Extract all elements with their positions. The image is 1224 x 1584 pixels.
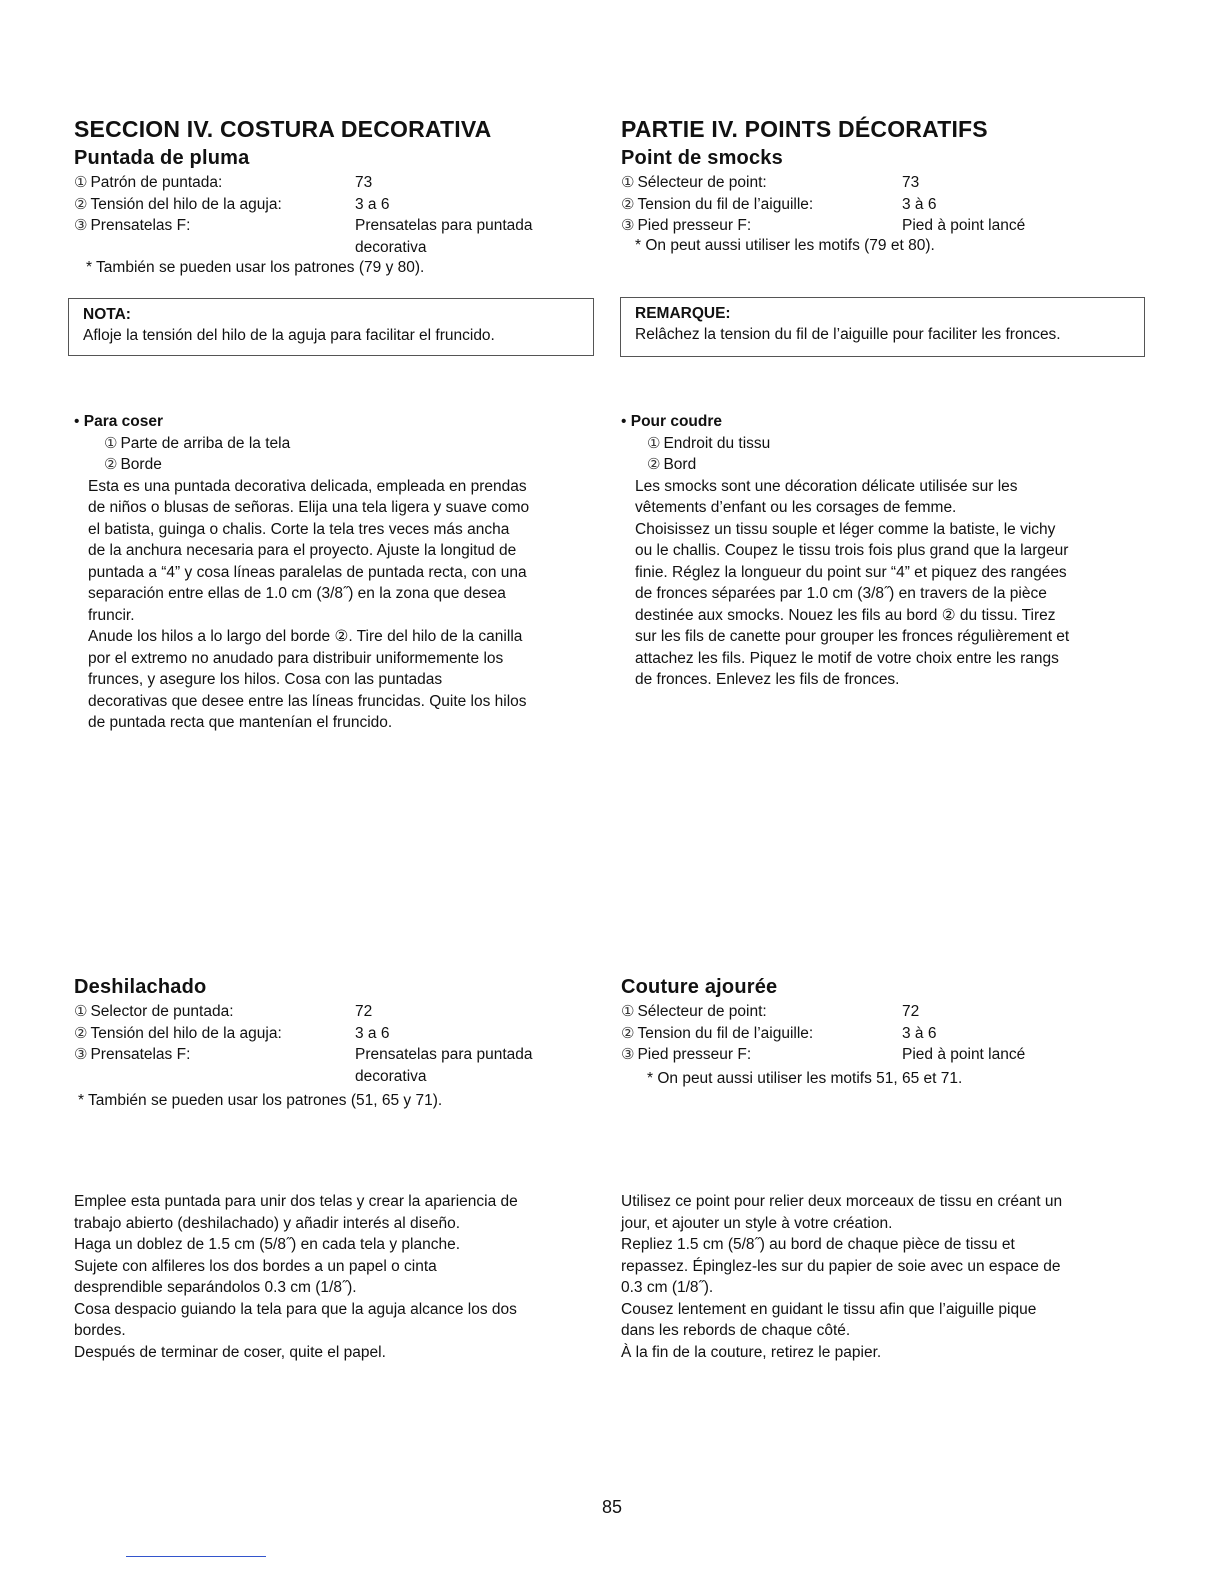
- spec-number: ①: [74, 174, 88, 191]
- feather-title-es: Puntada de pluma: [74, 147, 250, 169]
- spec-row: [74, 1023, 594, 1045]
- spec-number: ①: [621, 1003, 635, 1020]
- spec-label: Sélecteur de point:: [637, 1003, 767, 1020]
- footer-rule: [126, 1556, 266, 1557]
- section-title-fr: PARTIE IV. POINTS DÉCORATIFS: [621, 116, 988, 142]
- part-label: Parte de arriba de la tela: [120, 434, 291, 452]
- bullet-icon: •: [74, 413, 84, 430]
- nota-box: [68, 298, 594, 356]
- spec-label: Tension du fil de l’aiguille:: [637, 195, 814, 213]
- spec-number: ③: [74, 217, 88, 234]
- part-number: ①: [647, 434, 661, 452]
- spec-number: ②: [74, 1024, 88, 1042]
- spec-number: ①: [621, 174, 635, 191]
- spec-row: [621, 172, 1141, 194]
- feather-note-es: * También se pueden usar los patrones (79 y 80).: [86, 259, 425, 276]
- part-item: [74, 454, 604, 476]
- spec-value: 3 a 6: [355, 1024, 390, 1042]
- spec-row: [621, 1001, 1141, 1023]
- spec-number: ②: [621, 195, 635, 213]
- feather-specs-fr: [621, 172, 1141, 237]
- spec-row: [74, 215, 594, 258]
- sew-block-es: [74, 411, 604, 734]
- part-label: Borde: [120, 456, 162, 473]
- part-item: [74, 433, 604, 455]
- fagoting-note-es: * También se pueden usar los patrones (51, 65 y 71).: [78, 1092, 443, 1109]
- remarque-text: Relâchez la tension du fil de l’aiguille pour faciliter les fronces.: [635, 326, 1061, 343]
- spec-number: ①: [74, 1003, 88, 1020]
- spec-label: Prensatelas F:: [90, 217, 191, 234]
- spec-value: 73: [355, 174, 373, 191]
- fagoting-title-es: Deshilachado: [74, 976, 207, 998]
- spec-value: 72: [902, 1003, 920, 1020]
- spec-value: 3 à 6: [902, 1024, 937, 1042]
- fagoting-title-fr: Couture ajourée: [621, 976, 778, 998]
- fagoting-body-es: Emplee esta puntada para unir dos telas y crear la apariencia de trabajo abierto (deshilachado) y añadir interés al diseño. Haga un doblez de 1.5 cm (5/8˝) en cada tela y planche. Sujete con alfileres los dos bordes a un papel o cinta desprendible separándolos 0.3 cm (1/8˝). Cosa despacio guiando la tela para que la aguja alcance los dos bordes. Después de terminar de coser, quite el papel.: [74, 1193, 518, 1361]
- spec-row: [74, 1001, 594, 1023]
- spec-value: Prensatelas para puntada decorativa: [355, 217, 533, 256]
- feather-title-fr: Point de smocks: [621, 147, 783, 169]
- spec-row: [621, 1023, 1141, 1045]
- spec-value: 3 à 6: [902, 195, 937, 213]
- part-item: [621, 433, 1151, 455]
- spec-row: [621, 1044, 1141, 1066]
- feather-paragraph-1-es: Esta es una puntada decorativa delicada, empleada en prendas de niños o blusas de señoras. Elija una tela ligera y suave como el batista, guinga o chalis. Corte la tela tres veces más ancha de la anchura necesaria para el proyecto. Ajuste la longitud de puntada a “4” y cosa líneas paralelas de puntada recta, con una separación entre ellas de 1.0 cm (3/8˝) en la zona que desea fruncir.: [88, 477, 530, 624]
- nota-title: NOTA:: [83, 306, 131, 323]
- spec-row: [74, 172, 594, 194]
- nota-text: Afloje la tensión del hilo de la aguja para facilitar el fruncido.: [83, 327, 495, 344]
- part-item: [621, 454, 1151, 476]
- spec-value: Prensatelas para puntada decorativa: [355, 1046, 533, 1085]
- spec-value: Pied à point lancé: [902, 1046, 1026, 1063]
- remarque-title: REMARQUE:: [635, 305, 731, 322]
- spec-label: Pied presseur F:: [637, 1046, 752, 1063]
- spec-number: ③: [621, 1046, 635, 1063]
- spec-label: Tension du fil de l’aiguille:: [637, 1024, 814, 1042]
- spec-value: Pied à point lancé: [902, 217, 1026, 234]
- part-number: ②: [647, 456, 661, 473]
- spec-row: [74, 1044, 594, 1087]
- fagoting-note-fr: * On peut aussi utiliser les motifs 51, 65 et 71.: [647, 1070, 963, 1087]
- spec-label: Pied presseur F:: [637, 217, 752, 234]
- spec-number: ③: [621, 217, 635, 234]
- bullet-icon: •: [621, 413, 631, 430]
- part-label: Endroit du tissu: [663, 434, 771, 452]
- spec-row: [621, 194, 1141, 216]
- sew-block-fr: [621, 411, 1151, 691]
- fagoting-specs-es: [74, 1001, 594, 1087]
- fagoting-specs-fr: [621, 1001, 1141, 1066]
- spec-row: [621, 215, 1141, 237]
- spec-label: Patrón de puntada:: [90, 174, 223, 191]
- feather-specs-es: [74, 172, 594, 258]
- spec-label: Prensatelas F:: [90, 1046, 191, 1063]
- feather-paragraph-2-es: Anude los hilos a lo largo del borde ②. Tire del hilo de la canilla por el extremo no anudado para distribuir uniformemente los frunces, y asegure los hilos. Cosa con las puntadas decorativas que desee entre las líneas fruncidas. Quite los hilos de puntada recta que mantenían el fruncido.: [88, 628, 527, 731]
- spec-value: 3 a 6: [355, 195, 390, 213]
- spec-label: Sélecteur de point:: [637, 174, 767, 191]
- spec-label: Selector de puntada:: [90, 1003, 234, 1020]
- feather-note-fr: * On peut aussi utiliser les motifs (79 et 80).: [635, 237, 935, 254]
- page-number: 85: [601, 1497, 623, 1517]
- spec-row: [74, 194, 594, 216]
- sew-title-fr: Pour coudre: [630, 413, 723, 430]
- spec-label: Tensión del hilo de la aguja:: [90, 195, 282, 213]
- part-number: ①: [104, 434, 118, 452]
- part-number: ②: [104, 456, 118, 473]
- spec-number: ②: [621, 1024, 635, 1042]
- spec-label: Tensión del hilo de la aguja:: [90, 1024, 282, 1042]
- spec-number: ③: [74, 1046, 88, 1063]
- section-title-es: SECCION IV. COSTURA DECORATIVA: [74, 116, 492, 142]
- spec-value: 73: [902, 174, 920, 191]
- remarque-box: [620, 297, 1145, 357]
- feather-paragraph-fr: Les smocks sont une décoration délicate utilisée sur les vêtements d’enfant ou les corsages de femme. Choisissez un tissu souple et léger comme la batiste, le vichy ou le challis. Coupez le tissu trois fois plus grand que la largeur finie. Réglez la longueur du point sur “4” et piquez des rangées de fronces séparées par 1.0 cm (3/8˝) en travers de la pièce destinée aux smocks. Nouez les fils au bord ② du tissu. Tirez sur les fils de canette pour grouper les fronces régulièrement et attachez les fils. Piquez le motif de votre choix entre les rangs de fronces. Enlevez les fils de fronces.: [635, 477, 1070, 688]
- spec-value: 72: [355, 1003, 373, 1020]
- spec-number: ②: [74, 195, 88, 213]
- sew-title-es: Para coser: [83, 413, 164, 430]
- fagoting-body-fr: Utilisez ce point pour relier deux morceaux de tissu en créant un jour, et ajouter un style à votre création. Repliez 1.5 cm (5/8˝) au bord de chaque pièce de tissu et repassez. Épinglez-les sur du papier de soie avec un espace de 0.3 cm (1/8˝). Cousez lentement en guidant le tissu afin que l’aiguille pique dans les rebords de chaque côté. À la fin de la couture, retirez le papier.: [621, 1193, 1063, 1361]
- part-label: Bord: [663, 456, 697, 473]
